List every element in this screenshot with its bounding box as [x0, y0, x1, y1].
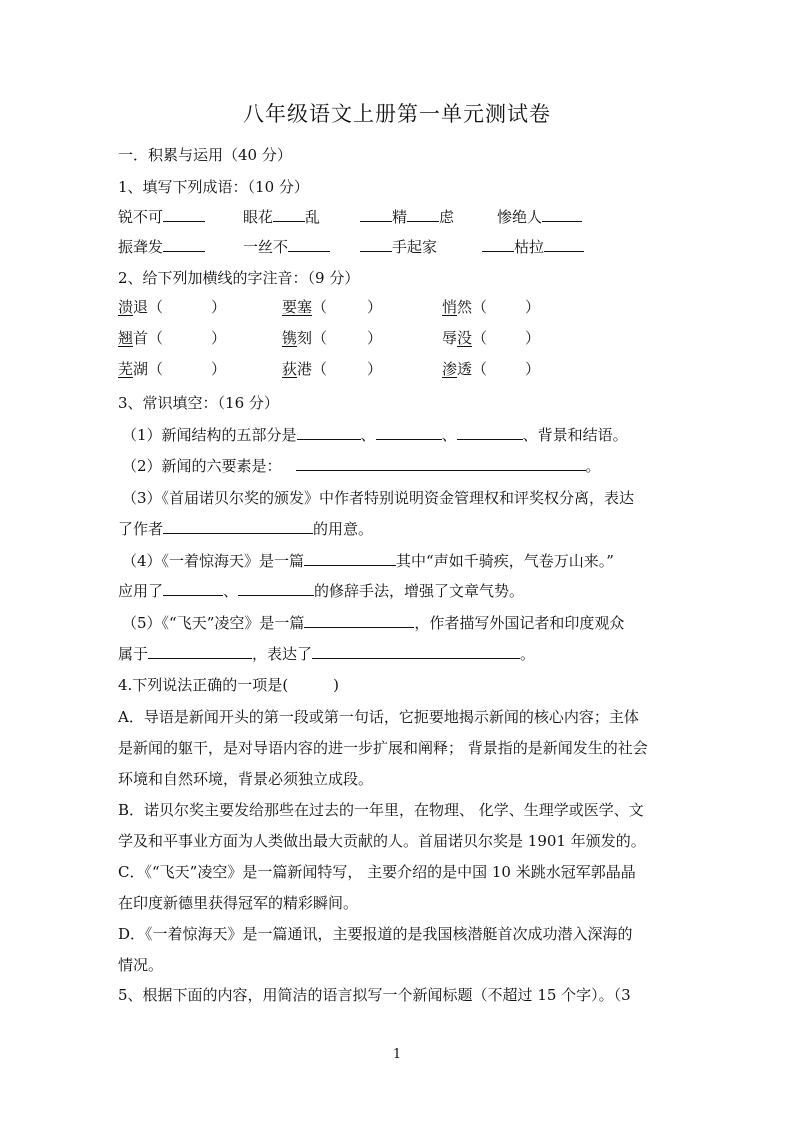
- fill-blank[interactable]: [163, 206, 205, 222]
- idiom-1: [118, 206, 205, 227]
- q3-item-3-line2: 了作者 的用意。: [118, 520, 374, 538]
- fill-blank[interactable]: [163, 518, 313, 534]
- q3-heading: 3、常识填空：（16 分）: [118, 394, 279, 412]
- q4-option-d-line1: D．《一着惊海天》是一篇通讯，主要报道的是我国核潜艇首次成功潜入深海的: [118, 925, 633, 943]
- fill-blank[interactable]: [148, 643, 252, 659]
- q4-option-c-line1: C．《“飞天”凌空》是一篇新闻特写， 主要介绍的是中国 10 米跳水冠军郭晶晶: [118, 863, 636, 881]
- idiom-text: 虑: [439, 208, 455, 226]
- idiom-6: [243, 236, 330, 257]
- idiom-text: 手起家: [392, 238, 438, 256]
- pinyin-item: 要塞（ ）: [282, 298, 383, 316]
- fill-blank[interactable]: [163, 580, 223, 596]
- fill-blank[interactable]: [273, 206, 305, 222]
- q3-item-1: （1）新闻结构的五部分是 、 、 、背景和结语。: [122, 426, 628, 444]
- pinyin-item: 芜湖（ ）: [118, 360, 227, 378]
- fill-blank[interactable]: [457, 424, 523, 440]
- page-number: 1: [392, 1047, 402, 1062]
- fill-blank[interactable]: [482, 236, 514, 252]
- q4-option-a-line2: 是新闻的躯干，是对导语内容的进一步扩展和阐释； 背景指的是新闻发生的社会: [118, 739, 648, 757]
- idiom-text: 锐不可: [118, 208, 164, 226]
- q4-option-d-line2: 情况。: [118, 956, 164, 974]
- page-title: 八年级语文上册第一单元测试卷: [243, 102, 551, 126]
- q5-heading: 5、根据下面的内容，用简洁的语言拟写一个新闻标题（不超过 15 个字）。（3: [118, 986, 631, 1004]
- pinyin-item: 翘首（ ）: [118, 329, 227, 347]
- fill-blank[interactable]: [288, 236, 330, 252]
- pinyin-item: 荻港（ ）: [282, 360, 383, 378]
- idiom-8: [482, 236, 584, 257]
- idiom-text: 一丝不: [243, 238, 289, 256]
- q4-heading: 4.下列说法正确的一项是( ): [118, 676, 340, 694]
- fill-blank[interactable]: [163, 236, 205, 252]
- fill-blank[interactable]: [544, 236, 584, 252]
- idiom-text: 振聋发: [118, 238, 164, 256]
- idiom-5: [118, 236, 205, 257]
- fill-blank[interactable]: [238, 580, 314, 596]
- q3-item-4-line2: 应用了 、 的修辞手法，增强了文章气势。: [118, 582, 525, 600]
- fill-blank[interactable]: [304, 612, 414, 628]
- q4-option-a-line3: 环境和自然环境，背景必须独立成段。: [118, 770, 374, 788]
- section1-heading: 一．积累与运用（40 分）: [118, 146, 292, 164]
- fill-blank[interactable]: [297, 424, 361, 440]
- idiom-text: 枯拉: [514, 238, 545, 256]
- idiom-3: [360, 206, 454, 227]
- idiom-4: [497, 206, 582, 227]
- idiom-text: 眼花: [243, 208, 274, 226]
- q4-option-a-line1: A．导语是新闻开头的第一段或第一句话，它扼要地揭示新闻的核心内容；主体: [118, 708, 639, 726]
- q3-item-5-line2: 属于 ，表达了 。: [118, 645, 536, 663]
- idiom-text: 惨绝人: [497, 208, 543, 226]
- q3-item-2: （2）新闻的六要素是： 。: [122, 457, 601, 475]
- q4-option-b-line1: B．诺贝尔奖主要发给那些在过去的一年里，在物理、 化学、生理学或医学、文: [118, 801, 644, 819]
- idiom-7: [360, 236, 437, 257]
- pinyin-item: 镌刻（ ）: [282, 329, 383, 347]
- fill-blank[interactable]: [304, 550, 396, 566]
- q4-option-b-line2: 学及和平事业方面为人类做出最大贡献的人。首届诺贝尔奖是 1901 年颁发的。: [118, 832, 646, 850]
- q2-heading: 2、给下列加横线的字注音：（9 分）: [118, 269, 360, 287]
- fill-blank[interactable]: [360, 236, 392, 252]
- pinyin-item: 辱没（ ）: [442, 329, 541, 347]
- fill-blank[interactable]: [542, 206, 582, 222]
- fill-blank[interactable]: [407, 206, 439, 222]
- idiom-text: 精: [392, 208, 408, 226]
- fill-blank[interactable]: [296, 455, 586, 471]
- q3-item-3-line1: （3）《首届诺贝尔奖的颁发》中作者特别说明资金管理权和评奖权分离，表达: [122, 489, 635, 507]
- idiom-text: 乱: [305, 208, 321, 226]
- pinyin-item: 悄然（ ）: [442, 298, 541, 316]
- pinyin-item: 渗透（ ）: [442, 360, 541, 378]
- pinyin-item: 溃退（ ）: [118, 298, 227, 316]
- q1-heading: 1、填写下列成语：（10 分）: [118, 178, 309, 196]
- fill-blank[interactable]: [312, 643, 520, 659]
- fill-blank[interactable]: [376, 424, 442, 440]
- q4-option-c-line2: 在印度新德里获得冠军的精彩瞬间。: [118, 894, 359, 912]
- q3-item-4-line1: （4）《一着惊海天》是一篇 其中“声如千骑疾，气卷万山来。”: [122, 552, 614, 570]
- q3-item-5-line1: （5）《“飞天”凌空》是一篇 ，作者描写外国记者和印度观众: [122, 614, 625, 632]
- fill-blank[interactable]: [360, 206, 392, 222]
- idiom-2: [243, 206, 320, 227]
